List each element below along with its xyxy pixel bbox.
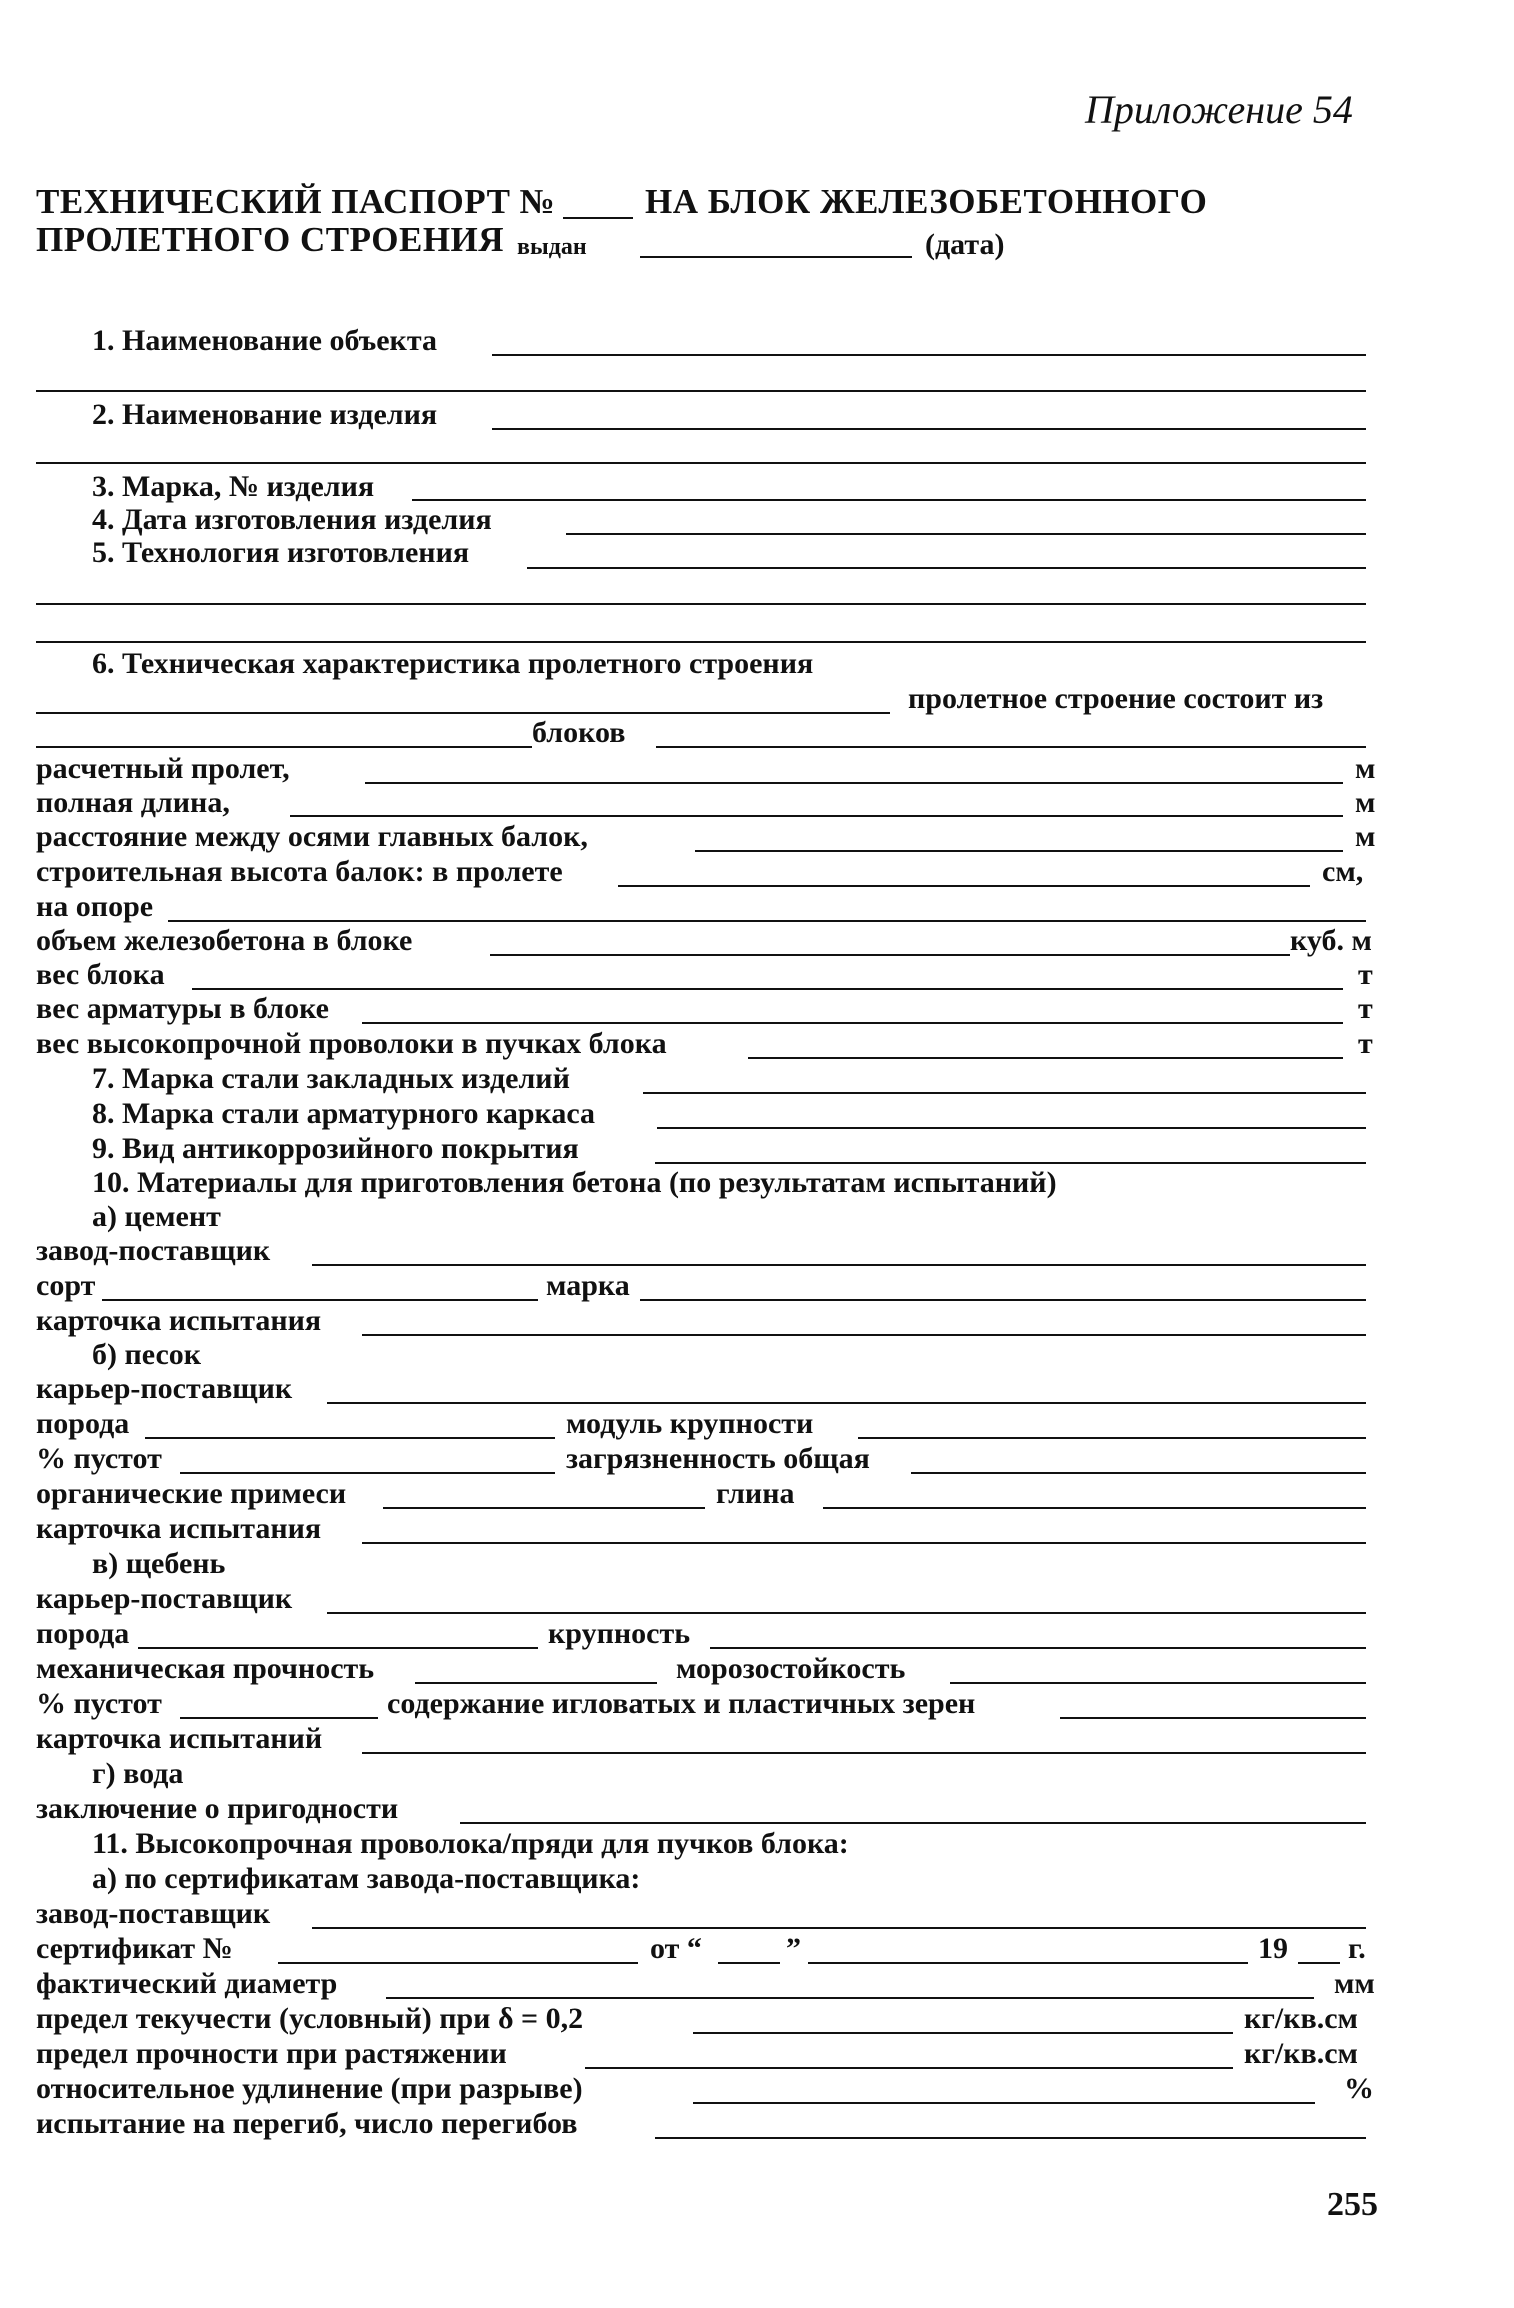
date-label: (дата): [925, 228, 1005, 261]
suitability-label: заключение о пригодности: [36, 1792, 399, 1825]
product-name-field-2[interactable]: [36, 462, 1366, 464]
height-in-span-label: строительная высота балок: в пролете: [36, 855, 563, 888]
item-technology: 5. Технология изготовления: [92, 536, 470, 569]
gravel-test-cards-label: карточка испытаний: [36, 1722, 323, 1755]
blocks-label: блоков: [532, 716, 626, 749]
certificate-year-suffix: г.: [1348, 1932, 1366, 1965]
full-length-label: полная длина,: [36, 786, 230, 819]
contamination-field[interactable]: [911, 1472, 1366, 1474]
fineness-modulus-label: модуль крупности: [566, 1407, 814, 1440]
wire-weight-label: вес высокопрочной проволоки в пучках блока: [36, 1027, 667, 1060]
gravel-voids-label: % пустот: [36, 1687, 162, 1720]
gravel-voids-field[interactable]: [180, 1717, 378, 1719]
gravel-quarry-label: карьер-поставщик: [36, 1582, 293, 1615]
beam-spacing-label: расстояние между осями главных балок,: [36, 820, 588, 853]
tensile-strength-label: предел прочности при растяжении: [36, 2037, 507, 2070]
cement-sort-field[interactable]: [102, 1299, 538, 1301]
item-product-name: 2. Наименование изделия: [92, 398, 438, 431]
concrete-volume-unit: куб. м: [1290, 924, 1372, 957]
gravel-rock-field[interactable]: [138, 1647, 538, 1649]
height-in-span-field[interactable]: [618, 885, 1310, 887]
technology-field-2[interactable]: [36, 603, 1366, 605]
gravel-rock-label: порода: [36, 1617, 130, 1650]
frost-resistance-field[interactable]: [950, 1682, 1366, 1684]
tensile-strength-unit: кг/кв.см: [1244, 2037, 1358, 2070]
block-weight-field[interactable]: [192, 988, 1343, 990]
mech-strength-label: механическая прочность: [36, 1652, 375, 1685]
page-number: 255: [1327, 2186, 1378, 2223]
certificate-no-field[interactable]: [278, 1962, 638, 1964]
concrete-volume-field[interactable]: [490, 954, 1290, 956]
actual-diameter-field[interactable]: [386, 1997, 1314, 1999]
title-line1-part1: ТЕХНИЧЕСКИЙ ПАСПОРТ №: [36, 182, 556, 221]
contamination-label: загрязненность общая: [566, 1442, 870, 1475]
mech-strength-field[interactable]: [415, 1682, 657, 1684]
cement-mark-label: марка: [546, 1269, 630, 1302]
gravel-quarry-field[interactable]: [327, 1612, 1366, 1614]
height-in-span-unit: см,: [1322, 855, 1364, 888]
certificate-day-field[interactable]: [718, 1962, 780, 1964]
technology-field[interactable]: [527, 567, 1366, 569]
certificate-month-field[interactable]: [808, 1962, 1248, 1964]
on-support-field[interactable]: [168, 920, 1366, 922]
gravel-test-cards-field[interactable]: [362, 1752, 1366, 1754]
sand-heading: б) песок: [92, 1338, 202, 1371]
cement-plant-field[interactable]: [312, 1264, 1366, 1266]
beam-spacing-field[interactable]: [695, 850, 1343, 852]
wire-weight-field[interactable]: [748, 1057, 1343, 1059]
certificate-year-prefix: 19: [1258, 1932, 1288, 1965]
cement-plant-label: завод-поставщик: [36, 1234, 271, 1267]
sand-rock-field[interactable]: [145, 1437, 555, 1439]
gravel-size-label: крупность: [548, 1617, 691, 1650]
block-weight-unit: т: [1358, 958, 1373, 991]
sand-voids-label: % пустот: [36, 1442, 162, 1475]
wire-weight-unit: т: [1358, 1027, 1373, 1060]
cement-sort-label: сорт: [36, 1269, 96, 1302]
title-line1-part2: НА БЛОК ЖЕЛЕЗОБЕТОННОГО: [645, 182, 1208, 221]
certificate-from-label: от “: [650, 1932, 702, 1965]
elongation-field[interactable]: [693, 2102, 1315, 2104]
concrete-volume-label: объем железобетона в блоке: [36, 924, 413, 957]
product-name-field[interactable]: [492, 428, 1366, 430]
design-span-unit: м: [1355, 752, 1376, 785]
bend-test-field[interactable]: [655, 2137, 1366, 2139]
suitability-field[interactable]: [460, 1822, 1366, 1824]
tensile-strength-field[interactable]: [585, 2067, 1233, 2069]
frost-resistance-label: морозостойкость: [676, 1652, 906, 1685]
cement-test-card-label: карточка испытания: [36, 1304, 322, 1337]
needle-grains-field[interactable]: [1060, 1717, 1366, 1719]
item-anticorrosion: 9. Вид антикоррозийного покрытия: [92, 1132, 579, 1165]
sand-test-card-field[interactable]: [362, 1542, 1366, 1544]
elongation-unit: %: [1344, 2072, 1374, 2105]
rebar-weight-unit: т: [1358, 992, 1373, 1025]
yield-limit-unit: кг/кв.см: [1244, 2002, 1358, 2035]
certificate-no-label: сертификат №: [36, 1932, 233, 1965]
object-name-field[interactable]: [492, 354, 1366, 356]
passport-number-field[interactable]: [563, 217, 633, 219]
item-mark-number: 3. Марка, № изделия: [92, 470, 375, 503]
full-length-unit: м: [1355, 786, 1376, 819]
yield-limit-label: предел текучести (условный) при δ = 0,2: [36, 2002, 584, 2035]
sand-voids-field[interactable]: [180, 1472, 555, 1474]
item-tech-characteristics: 6. Техническая характеристика пролетного строения: [92, 647, 814, 680]
by-certificates-heading: а) по сертификатам завода-поставщика:: [92, 1862, 641, 1895]
item-frame-steel: 8. Марка стали арматурного каркаса: [92, 1097, 596, 1130]
bend-test-label: испытание на перегиб, число перегибов: [36, 2107, 578, 2140]
span-consists-label: пролетное строение состоит из: [908, 682, 1324, 715]
object-name-field-2[interactable]: [36, 390, 1366, 392]
on-support-label: на опоре: [36, 890, 154, 923]
rebar-weight-field[interactable]: [362, 1022, 1343, 1024]
design-span-field[interactable]: [365, 782, 1343, 784]
sand-test-card-label: карточка испытания: [36, 1512, 322, 1545]
elongation-label: относительное удлинение (при разрыве): [36, 2072, 583, 2105]
appendix-label: Приложение 54: [1085, 87, 1353, 132]
item-concrete-materials: 10. Материалы для приготовления бетона (по результатам испытаний): [92, 1166, 1057, 1199]
span-description-field[interactable]: [36, 712, 890, 714]
sand-quarry-label: карьер-поставщик: [36, 1372, 293, 1405]
needle-grains-label: содержание игловатых и пластичных зерен: [387, 1687, 976, 1720]
water-heading: г) вода: [92, 1757, 184, 1790]
anticorrosion-field[interactable]: [655, 1162, 1366, 1164]
issue-date-field[interactable]: [640, 256, 912, 258]
title-line2-part1: ПРОЛЕТНОГО СТРОЕНИЯ: [36, 220, 505, 259]
wire-plant-label: завод-поставщик: [36, 1897, 271, 1930]
embedded-steel-field[interactable]: [643, 1092, 1366, 1094]
clay-field[interactable]: [823, 1507, 1366, 1509]
beam-spacing-unit: м: [1355, 820, 1376, 853]
frame-steel-field[interactable]: [657, 1127, 1366, 1129]
organic-impurities-field[interactable]: [383, 1507, 705, 1509]
blocks-field-2[interactable]: [656, 746, 1366, 748]
item-manufacture-date: 4. Дата изготовления изделия: [92, 503, 492, 536]
fineness-modulus-field[interactable]: [858, 1437, 1366, 1439]
wire-plant-field[interactable]: [312, 1927, 1366, 1929]
gravel-size-field[interactable]: [710, 1647, 1366, 1649]
organic-impurities-label: органические примеси: [36, 1477, 347, 1510]
item-embedded-steel: 7. Марка стали закладных изделий: [92, 1062, 570, 1095]
cement-test-card-field[interactable]: [362, 1334, 1366, 1336]
actual-diameter-label: фактический диаметр: [36, 1967, 338, 2000]
yield-limit-field[interactable]: [693, 2032, 1233, 2034]
design-span-label: расчетный пролет,: [36, 752, 290, 785]
sand-quarry-field[interactable]: [327, 1402, 1366, 1404]
cement-heading: а) цемент: [92, 1200, 221, 1233]
clay-label: глина: [716, 1477, 795, 1510]
rebar-weight-label: вес арматуры в блоке: [36, 992, 329, 1025]
issued-label: выдан: [517, 234, 587, 260]
actual-diameter-unit: мм: [1334, 1967, 1375, 2000]
manufacture-date-field[interactable]: [566, 533, 1366, 535]
certificate-year-field[interactable]: [1298, 1962, 1340, 1964]
certificate-quote-close: ”: [786, 1932, 801, 1965]
blocks-count-field[interactable]: [36, 746, 532, 748]
item-object-name: 1. Наименование объекта: [92, 324, 437, 357]
technology-field-3[interactable]: [36, 641, 1366, 643]
full-length-field[interactable]: [290, 815, 1343, 817]
block-weight-label: вес блока: [36, 958, 165, 991]
mark-number-field[interactable]: [412, 499, 1366, 501]
item-high-strength-wire: 11. Высокопрочная проволока/пряди для пучков блока:: [92, 1827, 849, 1860]
cement-mark-field[interactable]: [640, 1299, 1366, 1301]
sand-rock-label: порода: [36, 1407, 130, 1440]
gravel-heading: в) щебень: [92, 1547, 226, 1580]
